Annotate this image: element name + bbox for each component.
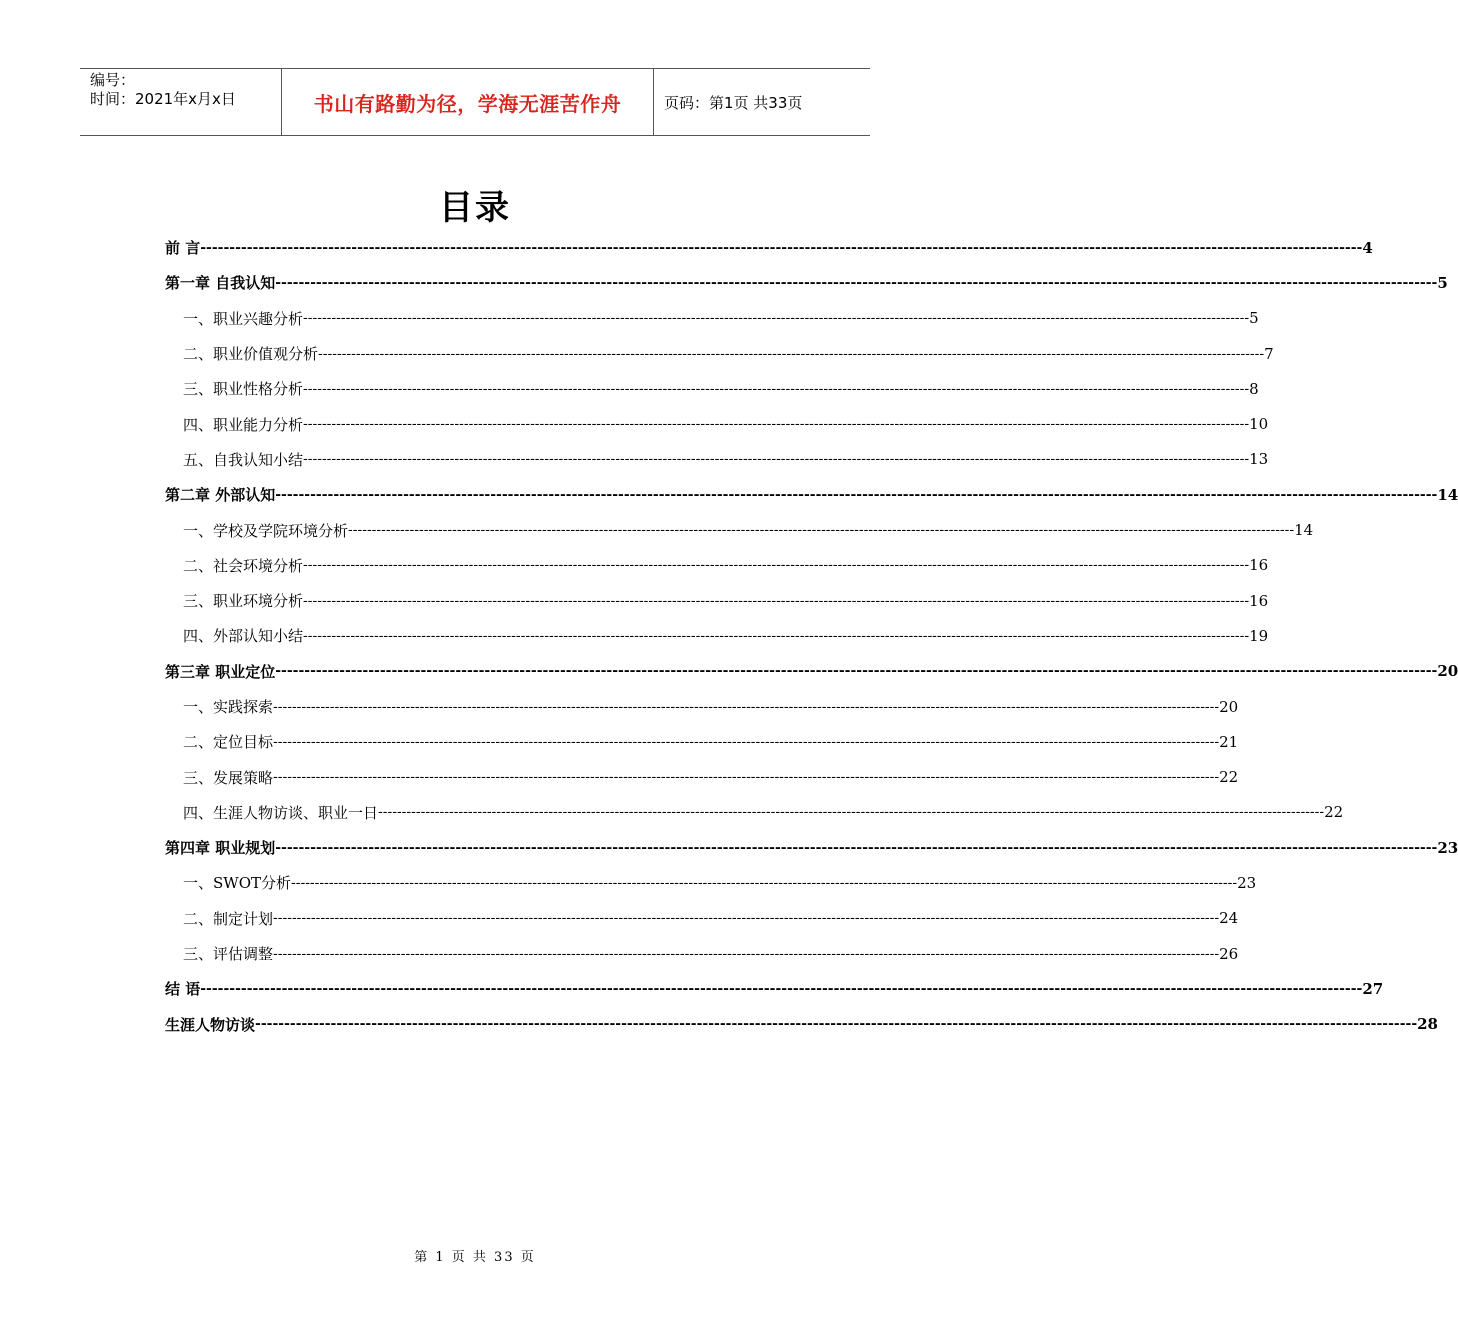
toc-entry-page: 5: [1437, 273, 1448, 292]
toc-entry-label: 结 语: [165, 980, 201, 999]
toc-leader-dashes: --------------------------------------------------------------------------------------------------------------------------------------------------------------------------------------------------------: [348, 522, 1295, 539]
toc-entry[interactable]: [165, 548, 1269, 583]
header-meta: [80, 69, 281, 135]
toc-leader-dashes: --------------------------------------------------------------------------------------------------------------------------------------------------------------------------------------------------------: [303, 380, 1250, 397]
toc-entry-label: 三、职业性格分析: [183, 380, 304, 399]
toc-entry[interactable]: [165, 830, 1458, 865]
toc-entry[interactable]: [165, 265, 1448, 300]
toc-entry[interactable]: [165, 865, 1257, 900]
toc-entry-page: 16: [1249, 591, 1269, 610]
toc-entry-page: 14: [1437, 485, 1458, 504]
toc-entry[interactable]: [165, 689, 1239, 724]
toc-entry-label: 第二章 外部认知: [165, 486, 276, 505]
toc-entry-label: 第一章 自我认知: [165, 274, 276, 293]
toc-leader-dashes: --------------------------------------------------------------------------------------------------------------------------------------------------------------------------------------------------------: [303, 592, 1250, 609]
toc-entry[interactable]: [165, 901, 1239, 936]
toc-entry-label: 二、制定计划: [183, 909, 274, 928]
header-page-info: 页码：第1页 共33页: [664, 93, 803, 112]
header-time-label: 时间：2021年x月x日: [90, 90, 236, 108]
toc-entry-page: 27: [1362, 979, 1384, 998]
toc-entry[interactable]: [165, 618, 1269, 653]
toc-entry[interactable]: [165, 406, 1269, 441]
toc-leader-dashes: --------------------------------------------------------------------------------------------------------------------------------------------------------------------------------------------------------: [200, 239, 1363, 256]
toc-entry-label: 四、外部认知小结: [183, 627, 304, 646]
toc-leader-dashes: --------------------------------------------------------------------------------------------------------------------------------------------------------------------------------------------------------: [303, 310, 1250, 327]
toc-entry-page: 7: [1264, 344, 1274, 363]
toc-leader-dashes: --------------------------------------------------------------------------------------------------------------------------------------------------------------------------------------------------------: [303, 627, 1250, 644]
toc-entry-label: 五、自我认知小结: [183, 450, 304, 469]
toc-entry[interactable]: [165, 971, 1384, 1006]
toc-entry[interactable]: [165, 442, 1269, 477]
toc-entry[interactable]: [165, 583, 1269, 618]
toc-leader-dashes: --------------------------------------------------------------------------------------------------------------------------------------------------------------------------------------------------------: [273, 698, 1220, 715]
toc-entry-page: 22: [1219, 768, 1239, 787]
toc-entry[interactable]: [165, 795, 1344, 830]
toc-entry-label: 四、职业能力分析: [183, 415, 304, 434]
page-header: [80, 68, 870, 136]
toc-entry-page: 8: [1249, 379, 1259, 398]
toc-entry[interactable]: [165, 512, 1314, 547]
toc-entry-page: 24: [1219, 909, 1239, 928]
toc-entry-label: 三、评估调整: [183, 945, 274, 964]
toc-entry[interactable]: [165, 936, 1239, 971]
toc-leader-dashes: --------------------------------------------------------------------------------------------------------------------------------------------------------------------------------------------------------: [291, 874, 1238, 891]
toc-entry-page: 20: [1437, 662, 1458, 681]
toc-entry-label: 二、社会环境分析: [183, 556, 304, 575]
toc-leader-dashes: --------------------------------------------------------------------------------------------------------------------------------------------------------------------------------------------------------: [273, 910, 1220, 927]
toc-entry-page: 16: [1249, 556, 1269, 575]
toc-title: 目录: [439, 188, 511, 228]
toc-entry[interactable]: [165, 1007, 1438, 1042]
table-of-contents: [165, 230, 1458, 1042]
toc-leader-dashes: --------------------------------------------------------------------------------------------------------------------------------------------------------------------------------------------------------: [273, 945, 1220, 962]
toc-leader-dashes: --------------------------------------------------------------------------------------------------------------------------------------------------------------------------------------------------------: [303, 557, 1250, 574]
toc-entry-page: 13: [1249, 450, 1269, 469]
toc-leader-dashes: --------------------------------------------------------------------------------------------------------------------------------------------------------------------------------------------------------: [273, 769, 1220, 786]
toc-leader-dashes: --------------------------------------------------------------------------------------------------------------------------------------------------------------------------------------------------------: [275, 663, 1438, 680]
toc-entry-label: 一、学校及学院环境分析: [183, 521, 349, 540]
toc-entry-page: 19: [1249, 626, 1269, 645]
toc-entry[interactable]: [165, 477, 1458, 512]
toc-entry-page: 10: [1249, 415, 1269, 434]
toc-entry-label: 第三章 职业定位: [165, 662, 276, 681]
toc-entry[interactable]: [165, 301, 1259, 336]
toc-leader-dashes: --------------------------------------------------------------------------------------------------------------------------------------------------------------------------------------------------------: [303, 451, 1250, 468]
toc-leader-dashes: --------------------------------------------------------------------------------------------------------------------------------------------------------------------------------------------------------: [275, 839, 1438, 856]
toc-entry[interactable]: [165, 724, 1239, 759]
toc-entry[interactable]: [165, 336, 1274, 371]
toc-leader-dashes: --------------------------------------------------------------------------------------------------------------------------------------------------------------------------------------------------------: [378, 804, 1325, 821]
toc-leader-dashes: --------------------------------------------------------------------------------------------------------------------------------------------------------------------------------------------------------: [303, 416, 1250, 433]
page-footer: 第 1 页 共 33 页: [414, 1250, 536, 1265]
toc-entry-label: 第四章 职业规划: [165, 839, 276, 858]
toc-entry-label: 二、定位目标: [183, 733, 274, 752]
toc-entry-page: 28: [1417, 1015, 1438, 1034]
toc-entry[interactable]: [165, 759, 1239, 794]
header-slogan: 书山有路勤为径，学海无涯苦作舟: [281, 69, 654, 135]
toc-entry[interactable]: [165, 230, 1373, 265]
toc-entry-label: 一、实践探索: [183, 698, 274, 716]
toc-entry-label: 三、发展策略: [183, 768, 274, 787]
toc-entry-label: 三、职业环境分析: [183, 592, 304, 611]
toc-entry-page: 23: [1437, 838, 1458, 857]
toc-entry-label: 一、SWOT分析: [183, 874, 291, 893]
toc-leader-dashes: --------------------------------------------------------------------------------------------------------------------------------------------------------------------------------------------------------: [318, 345, 1265, 362]
toc-entry-page: 5: [1249, 309, 1259, 328]
toc-entry[interactable]: [165, 654, 1458, 689]
toc-entry-page: 26: [1219, 944, 1239, 963]
toc-entry-page: 4: [1362, 238, 1373, 257]
toc-entry-page: 23: [1237, 873, 1257, 892]
toc-leader-dashes: --------------------------------------------------------------------------------------------------------------------------------------------------------------------------------------------------------: [273, 733, 1220, 750]
toc-entry-label: 生涯人物访谈: [165, 1015, 256, 1034]
toc-entry[interactable]: [165, 371, 1259, 406]
toc-leader-dashes: --------------------------------------------------------------------------------------------------------------------------------------------------------------------------------------------------------: [200, 980, 1363, 997]
toc-entry-page: 20: [1219, 697, 1239, 716]
toc-leader-dashes: --------------------------------------------------------------------------------------------------------------------------------------------------------------------------------------------------------: [275, 486, 1438, 503]
toc-entry-page: 22: [1324, 803, 1344, 822]
toc-leader-dashes: --------------------------------------------------------------------------------------------------------------------------------------------------------------------------------------------------------: [255, 1016, 1418, 1033]
toc-entry-label: 四、生涯人物访谈、职业一日: [183, 803, 379, 822]
toc-leader-dashes: --------------------------------------------------------------------------------------------------------------------------------------------------------------------------------------------------------: [275, 274, 1438, 291]
header-code-label: 编号：: [90, 71, 136, 89]
toc-entry-label: 前 言: [165, 239, 201, 258]
toc-entry-label: 二、职业价值观分析: [183, 345, 319, 364]
toc-entry-page: 14: [1294, 521, 1314, 540]
toc-entry-label: 一、职业兴趣分析: [183, 309, 304, 328]
toc-entry-page: 21: [1219, 732, 1239, 751]
